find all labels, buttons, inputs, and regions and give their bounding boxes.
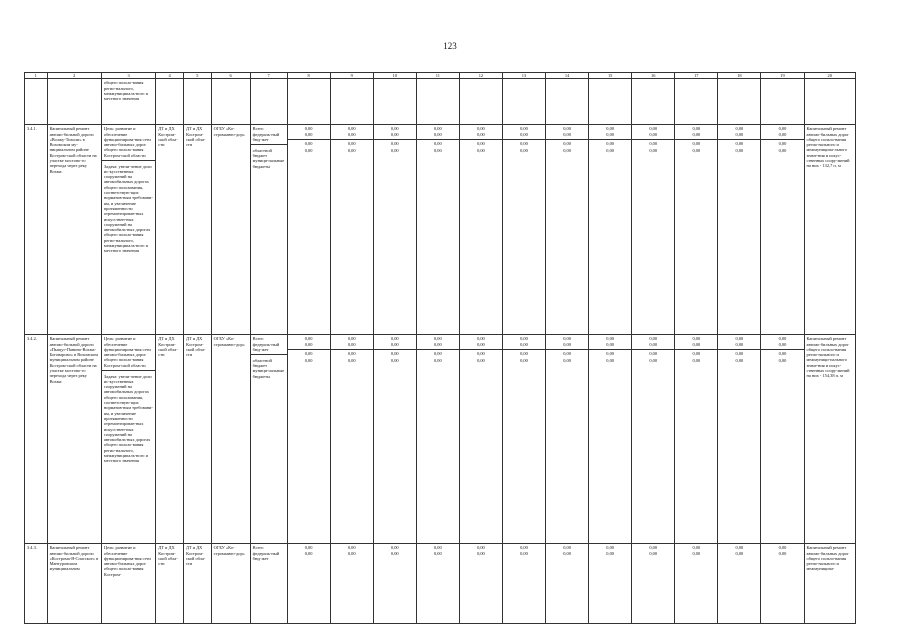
amount-value: 0,00 <box>649 341 658 347</box>
goal-text: Цель: развитие и обеспечение функционирова-ния сети автомо-бильных дорог общего пользо-вания Костром-ской области <box>103 126 151 158</box>
amount-value: 0,00 <box>304 550 313 556</box>
funding-source: Всего <box>252 126 264 132</box>
funding-source: Всего <box>252 336 264 342</box>
amount-value: 0,00 <box>520 351 528 357</box>
amount-value: 0,00 <box>520 131 528 137</box>
divider <box>288 349 330 351</box>
funding-source: федераль-ный бюд-жет <box>252 550 280 561</box>
divider <box>718 139 760 141</box>
amount-cell <box>546 335 589 544</box>
amount-value: 0,00 <box>347 131 356 137</box>
amount-cell <box>546 125 589 335</box>
divider <box>102 160 155 162</box>
amount-value: 0,00 <box>649 141 658 147</box>
divider <box>761 349 803 351</box>
amount-cell <box>287 125 330 335</box>
amount-value: 0,00 <box>735 147 744 153</box>
divider <box>251 354 287 356</box>
funding-source-cell <box>250 335 287 544</box>
amount-value: 0,00 <box>606 550 614 556</box>
amount-cell <box>502 335 545 544</box>
executor-cell: ДТ и ДХ Костром-ской обла-сти <box>183 544 211 624</box>
program-table <box>24 72 856 624</box>
amount-value: 0,00 <box>304 341 313 347</box>
amount-value: 0,00 <box>606 131 614 137</box>
amount-value: 0,00 <box>520 336 528 342</box>
divider <box>374 139 416 141</box>
amount-value: 0,00 <box>692 147 701 153</box>
divider <box>102 370 155 372</box>
executor-cell: ДТ и ДХ Костром-ской обла-сти <box>183 335 211 544</box>
funding-source: федераль-ный бюд-жет <box>252 341 280 352</box>
task-text: Задача: увели-чение доли ис-кусственных сооружений на автомобильных дорогах общего пользования, соответствую-щих норматив-ным требовани-ям, и увеличение протяженности отремонтирован-ных искусствен-ных сооружений на автомобиль-ных дорогах общего пользо-вания регио-нального, межмуниципаль-ного и местного значения <box>103 373 153 464</box>
amount-value: 0,00 <box>692 341 701 347</box>
divider <box>718 349 760 351</box>
amount-value: 0,00 <box>563 550 571 556</box>
divider <box>503 139 545 141</box>
amount-cell <box>330 544 373 624</box>
amount-value: 0,00 <box>692 351 701 357</box>
amount-cell <box>761 335 804 544</box>
amount-value: 0,00 <box>347 147 356 153</box>
amount-value: 0,00 <box>606 126 614 132</box>
divider <box>288 139 330 141</box>
goal-task-cell <box>101 544 155 624</box>
amount-value: 0,00 <box>606 141 614 147</box>
amount-cell <box>373 544 416 624</box>
measure-number: 3.4.1. <box>25 125 48 335</box>
amount-value: 0,00 <box>563 341 571 347</box>
amount-value: 0,00 <box>304 131 313 137</box>
amount-value: 0,00 <box>563 545 571 551</box>
amount-value: 0,00 <box>520 550 528 556</box>
amount-value: 0,00 <box>347 126 356 132</box>
amount-value: 0,00 <box>477 336 485 342</box>
amount-value: 0,00 <box>649 126 658 132</box>
amount-value: 0,00 <box>778 550 787 556</box>
amount-cell <box>589 544 632 624</box>
funding-source: областной бюджет <box>252 147 272 158</box>
header-cell: 20 <box>804 73 856 79</box>
amount-value: 0,00 <box>649 336 658 342</box>
amount-value: 0,00 <box>692 550 701 556</box>
amount-value: 0,00 <box>778 341 787 347</box>
amount-value: 0,00 <box>735 351 744 357</box>
divider <box>632 349 674 351</box>
goal-text: Цель: развитие и обеспечение функционирова-ния сети автомо-бильных дорог общего пользо-вания Костром- <box>103 545 151 577</box>
divider <box>503 349 545 351</box>
amount-value: 0,00 <box>347 545 356 551</box>
amount-cell <box>718 125 761 335</box>
amount-value: 0,00 <box>778 147 787 153</box>
header-cell: 2 <box>47 73 101 79</box>
amount-cell <box>287 335 330 544</box>
amount-value: 0,00 <box>649 147 658 153</box>
result-cell: Капитальный ремонт автомо-бильных дорог общего пользо-вания регио-нального и межмуници-пального значе-ния и искус-ственных соору-жений на них - 154,38 п. м <box>804 335 856 544</box>
amount-value: 0,00 <box>692 336 701 342</box>
funding-source: Всего <box>252 545 264 551</box>
header-cell: 10 <box>373 73 416 79</box>
header-cell: 5 <box>183 73 211 79</box>
amount-value: 0,00 <box>563 131 571 137</box>
executor-cell: ДТ и ДХ Костром-ской обла-сти <box>183 125 211 335</box>
executor-cell: ОГБУ «Ко-стромаавто-дор» <box>211 544 250 624</box>
amount-value: 0,00 <box>692 357 701 363</box>
amount-value: 0,00 <box>477 351 485 357</box>
amount-value: 0,00 <box>649 351 658 357</box>
header-cell: 3 <box>101 73 155 79</box>
amount-value: 0,00 <box>649 357 658 363</box>
amount-cell <box>459 125 502 335</box>
amount-value: 0,00 <box>390 357 399 363</box>
amount-value: 0,00 <box>390 147 399 153</box>
amount-value: 0,00 <box>304 545 313 551</box>
amount-cell <box>416 544 459 624</box>
goal-task-cell <box>101 125 155 335</box>
measure-row <box>25 335 856 544</box>
funding-source-cell <box>250 125 287 335</box>
header-cell: 7 <box>250 73 287 79</box>
header-cell: 11 <box>416 73 459 79</box>
amount-value: 0,00 <box>477 545 485 551</box>
divider <box>546 139 588 141</box>
amount-value: 0,00 <box>606 147 614 153</box>
amount-value: 0,00 <box>520 357 528 363</box>
amount-value: 0,00 <box>433 357 442 363</box>
measure-number: 3.4.3. <box>25 544 48 624</box>
amount-cell <box>416 125 459 335</box>
header-cell: 18 <box>718 73 761 79</box>
task-text: Задача: увели-чение доли ис-кусственных сооружений на автомобильных дорогах общего пользования, соответствую-щих норматив-ным требовани-ям, и увеличение протяженности отремонтирован-ных искусствен-ных сооружений на автомобиль-ных дорогах общего пользо-вания регио-нального, межмуниципаль-ного и местного значения <box>103 163 153 254</box>
amount-value: 0,00 <box>477 341 485 347</box>
amount-value: 0,00 <box>778 131 787 137</box>
amount-value: 0,00 <box>606 341 614 347</box>
amount-value: 0,00 <box>778 351 787 357</box>
header-cell: 1 <box>25 73 48 79</box>
amount-value: 0,00 <box>390 336 399 342</box>
header-cell: 17 <box>675 73 718 79</box>
continuation-row <box>25 79 856 125</box>
amount-value: 0,00 <box>304 351 313 357</box>
amount-value: 0,00 <box>433 351 442 357</box>
amount-value: 0,00 <box>390 141 399 147</box>
amount-value: 0,00 <box>520 126 528 132</box>
executor-cell: ОГБУ «Ко-стромаавто-дор» <box>211 335 250 544</box>
amount-value: 0,00 <box>304 336 313 342</box>
amount-value: 0,00 <box>433 550 442 556</box>
amount-value: 0,00 <box>778 357 787 363</box>
amount-value: 0,00 <box>563 351 571 357</box>
amount-cell <box>330 335 373 544</box>
executor-cell: ОГБУ «Ко-стромаавто-дор» <box>211 125 250 335</box>
amount-value: 0,00 <box>520 141 528 147</box>
amount-value: 0,00 <box>692 545 701 551</box>
header-cell: 15 <box>589 73 632 79</box>
amount-cell <box>416 335 459 544</box>
amount-value: 0,00 <box>347 336 356 342</box>
amount-value: 0,00 <box>433 341 442 347</box>
divider <box>417 139 459 141</box>
funding-source: областной бюджет <box>252 357 272 368</box>
amount-cell <box>330 125 373 335</box>
measure-name: Капитальный ремонт автомо-бильной дороги «Пыщуг-Панино-Вохма-Боговарово» в Вохомском муниципальном районе Костром-ской области на участке мостово-го перехода через реку Вохма <box>47 335 101 544</box>
amount-cell <box>589 335 632 544</box>
amount-value: 0,00 <box>390 550 399 556</box>
amount-value: 0,00 <box>563 141 571 147</box>
amount-value: 0,00 <box>477 357 485 363</box>
divider <box>589 349 631 351</box>
measure-name: Капитальный ремонт автомо-бильной дороги «Волжу-Тихоли» в Вохомском му-ниципальном районе Костром-ской области на участке мостово-го перехода через реку Вохма <box>47 125 101 335</box>
amount-value: 0,00 <box>692 141 701 147</box>
amount-value: 0,00 <box>735 126 744 132</box>
amount-cell <box>675 335 718 544</box>
header-cell: 14 <box>546 73 589 79</box>
amount-value: 0,00 <box>649 131 658 137</box>
amount-cell <box>373 125 416 335</box>
divider <box>546 349 588 351</box>
amount-value: 0,00 <box>778 545 787 551</box>
divider <box>675 139 717 141</box>
amount-value: 0,00 <box>778 141 787 147</box>
amount-value: 0,00 <box>735 550 744 556</box>
amount-cell <box>502 125 545 335</box>
amount-value: 0,00 <box>735 336 744 342</box>
amount-value: 0,00 <box>433 126 442 132</box>
amount-value: 0,00 <box>477 147 485 153</box>
amount-value: 0,00 <box>563 357 571 363</box>
amount-value: 0,00 <box>735 141 744 147</box>
amount-cell <box>459 335 502 544</box>
amount-value: 0,00 <box>735 357 744 363</box>
divider <box>589 139 631 141</box>
amount-cell <box>502 544 545 624</box>
amount-value: 0,00 <box>477 131 485 137</box>
amount-value: 0,00 <box>433 545 442 551</box>
amount-cell <box>589 125 632 335</box>
amount-cell <box>761 544 804 624</box>
amount-value: 0,00 <box>390 131 399 137</box>
funding-source-cell <box>250 544 287 624</box>
amount-value: 0,00 <box>692 131 701 137</box>
amount-value: 0,00 <box>563 336 571 342</box>
divider <box>460 349 502 351</box>
divider <box>251 144 287 146</box>
amount-value: 0,00 <box>520 147 528 153</box>
amount-cell <box>632 335 675 544</box>
amount-cell <box>632 125 675 335</box>
amount-value: 0,00 <box>477 141 485 147</box>
page-number: 123 <box>443 41 457 51</box>
amount-value: 0,00 <box>347 351 356 357</box>
amount-cell <box>632 544 675 624</box>
header-cell: 12 <box>459 73 502 79</box>
divider <box>761 139 803 141</box>
amount-cell <box>459 544 502 624</box>
amount-value: 0,00 <box>304 141 313 147</box>
measure-row <box>25 125 856 335</box>
amount-value: 0,00 <box>692 126 701 132</box>
amount-cell <box>675 544 718 624</box>
header-cell: 9 <box>330 73 373 79</box>
measure-number: 3.4.2. <box>25 335 48 544</box>
amount-cell <box>675 125 718 335</box>
divider <box>331 139 373 141</box>
header-cell: 8 <box>287 73 330 79</box>
amount-value: 0,00 <box>304 126 313 132</box>
measure-name: Капитальный ремонт автомо-бильной дороги «Кострома-Я-Спасское» в Мантуровском муниципальном <box>47 544 101 624</box>
funding-source: федераль-ный бюд-жет <box>252 131 280 142</box>
amount-value: 0,00 <box>520 341 528 347</box>
amount-cell <box>546 544 589 624</box>
amount-value: 0,00 <box>433 336 442 342</box>
divider <box>417 349 459 351</box>
header-cell: 13 <box>502 73 545 79</box>
executor-cell: ДТ и ДХ Костром-ской обла-сти <box>156 125 184 335</box>
amount-value: 0,00 <box>347 550 356 556</box>
divider <box>460 139 502 141</box>
amount-cell <box>718 335 761 544</box>
amount-value: 0,00 <box>563 126 571 132</box>
divider <box>675 349 717 351</box>
divider <box>374 349 416 351</box>
amount-value: 0,00 <box>347 357 356 363</box>
header-cell: 16 <box>632 73 675 79</box>
divider <box>632 139 674 141</box>
funding-source: муници-пальные бюджеты <box>252 368 285 379</box>
header-cell: 19 <box>761 73 804 79</box>
amount-value: 0,00 <box>735 545 744 551</box>
amount-cell <box>287 544 330 624</box>
amount-value: 0,00 <box>735 341 744 347</box>
amount-cell <box>718 544 761 624</box>
amount-value: 0,00 <box>606 545 614 551</box>
amount-value: 0,00 <box>433 147 442 153</box>
amount-value: 0,00 <box>304 357 313 363</box>
amount-value: 0,00 <box>477 126 485 132</box>
amount-value: 0,00 <box>433 141 442 147</box>
amount-value: 0,00 <box>563 147 571 153</box>
amount-value: 0,00 <box>347 341 356 347</box>
result-cell: Капитальный ремонт автомо-бильных дорог общего пользо-вания регио-нального и межмуниципа-льного значе-ния и искус-ственных соору-жений на них - 132,7 п. м <box>804 125 856 335</box>
amount-value: 0,00 <box>390 351 399 357</box>
amount-value: 0,00 <box>606 357 614 363</box>
measure-row <box>25 544 856 624</box>
divider <box>331 349 373 351</box>
amount-value: 0,00 <box>649 550 658 556</box>
executor-cell: ДТ и ДХ Костром-ской обла-сти <box>156 335 184 544</box>
header-cell: 6 <box>211 73 250 79</box>
amount-value: 0,00 <box>606 351 614 357</box>
amount-value: 0,00 <box>649 545 658 551</box>
amount-value: 0,00 <box>304 147 313 153</box>
amount-value: 0,00 <box>606 336 614 342</box>
goal-text: Цель: развитие и обеспечение функционирова-ния сети автомо-бильных дорог общего пользо-вания Костром-ской области <box>103 336 151 368</box>
amount-value: 0,00 <box>477 550 485 556</box>
result-cell: Капитальный ремонт автомо-бильных дорог общего пользо-вания регио-нального и межмуниципа- <box>804 544 856 624</box>
amount-value: 0,00 <box>390 341 399 347</box>
amount-value: 0,00 <box>347 141 356 147</box>
amount-value: 0,00 <box>433 131 442 137</box>
amount-cell <box>761 125 804 335</box>
header-cell: 4 <box>156 73 184 79</box>
goal-task-cell <box>101 335 155 544</box>
amount-value: 0,00 <box>520 545 528 551</box>
amount-cell <box>373 335 416 544</box>
goal-cell: общего пользо-вания регио-нального, межмуниципаль-ного и местного значения <box>101 79 155 125</box>
amount-value: 0,00 <box>390 126 399 132</box>
amount-value: 0,00 <box>778 126 787 132</box>
executor-cell: ДТ и ДХ Костром-ской обла-сти <box>156 544 184 624</box>
amount-value: 0,00 <box>778 336 787 342</box>
amount-value: 0,00 <box>735 131 744 137</box>
funding-source: муници-пальные бюджеты <box>252 158 285 169</box>
amount-value: 0,00 <box>390 545 399 551</box>
